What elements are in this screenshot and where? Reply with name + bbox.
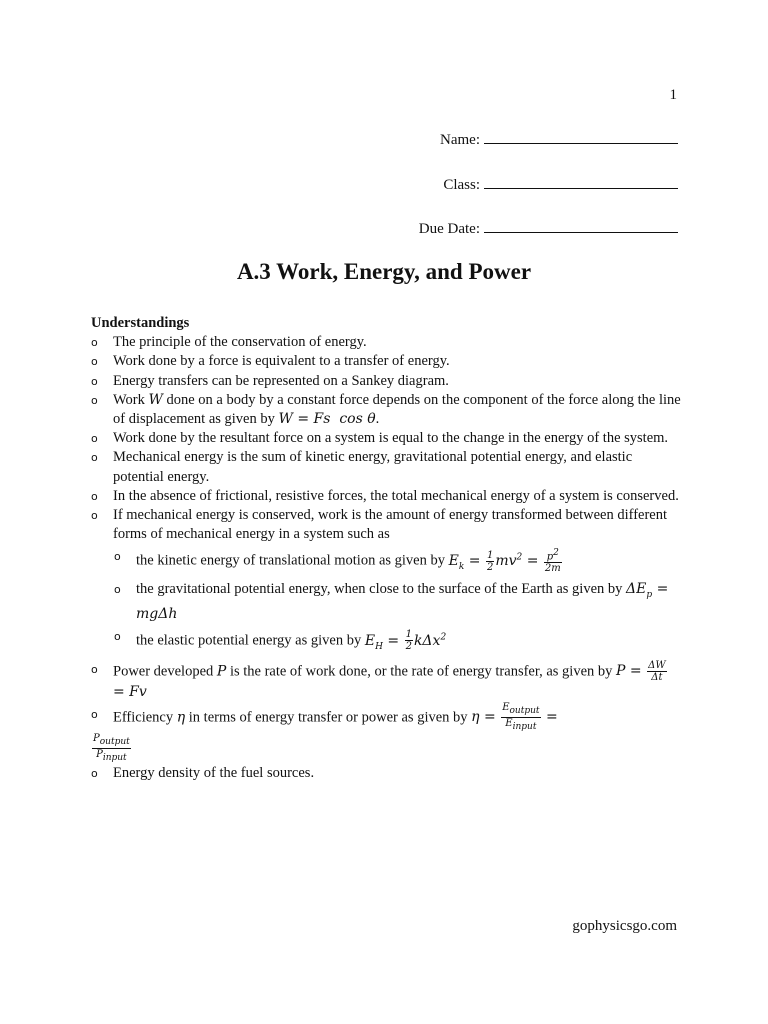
bullet-icon: o — [91, 766, 98, 780]
list-item — [91, 429, 681, 448]
item-text: is the rate of work done, or the rate of energy transfer, as given by — [229, 663, 613, 680]
bullet-icon: o — [91, 336, 98, 350]
bullet-icon: o — [114, 582, 121, 596]
bullet-icon: o — [91, 509, 98, 523]
list-item — [91, 352, 681, 371]
sub-list-item — [91, 580, 681, 624]
bullet-icon: o — [91, 451, 98, 465]
bullet-icon: o — [114, 550, 121, 564]
list-item — [91, 702, 681, 733]
section-heading: Understandings — [91, 315, 190, 331]
item-text: Power developed — [113, 663, 214, 680]
item-text: The principle of the conservation of energy. — [113, 334, 367, 351]
sub-list — [113, 544, 681, 659]
bullet-icon: o — [91, 374, 98, 388]
math-kinetic-formula: $E_k$ = $\frac{1}{2}$ $mv^2$ = $\frac{p^2}{2m}$ — [448, 547, 561, 575]
math-efficiency-formula: η = $\frac{E_{output}}{E_{input}}$ = — [471, 701, 558, 732]
sub-list-item — [91, 544, 681, 579]
understandings-section — [91, 314, 681, 783]
list-item: o Work W done on a body by a constant force depends on the component of the force along the line of displacement as given by W = Fs cos θ. — [91, 391, 681, 428]
due-date-blank-line — [484, 218, 678, 233]
math-gravitational-formula: $\Delta E_p = mg\Delta h$ — [136, 580, 669, 622]
due-date-field — [419, 218, 678, 238]
understandings-list — [91, 333, 681, 783]
item-text: the elastic potential energy as given by — [136, 632, 362, 649]
item-text: in terms of energy transfer or power as given by — [188, 709, 468, 726]
item-text: done on a body by a constant force depends on the component of the force along the line of displacement as given by — [113, 391, 681, 428]
math-work: W — [148, 391, 163, 408]
list-item — [91, 660, 681, 702]
list-item — [91, 372, 681, 391]
name-label: Name: — [440, 132, 480, 148]
sub-list-item — [91, 624, 681, 659]
list-item — [91, 506, 681, 660]
efficiency-formula-continued: $\frac{P_{output}}{P_{input}}$ — [93, 732, 130, 763]
math-power-formula: P = $\frac{\Delta W}{\Delta t}$ = Fv — [113, 659, 666, 700]
page-title: A.3 Work, Energy, and Power — [236, 259, 532, 284]
bullet-icon: o — [91, 489, 98, 503]
item-text: Mechanical energy is the sum of kinetic energy, gravitational potential energy, and elastic potential energy. — [113, 449, 633, 485]
math-efficiency: η — [176, 709, 186, 726]
list-item — [91, 487, 681, 506]
bullet-icon: o — [91, 393, 98, 407]
list-item — [91, 764, 681, 783]
bullet-icon: o — [91, 662, 98, 676]
list-item — [91, 333, 681, 352]
item-text: Energy density of the fuel sources. — [113, 764, 315, 781]
item-text: Work — [113, 391, 145, 408]
math-elastic-formula: $E_H$ = $\frac{1}{2}$ kΔx$^2$ — [364, 629, 447, 653]
item-text: Work done by a force is equivalent to a transfer of energy. — [113, 353, 450, 370]
name-blank-line — [484, 129, 678, 144]
class-label: Class: — [443, 177, 480, 193]
bullet-icon: o — [114, 630, 121, 644]
math-work-formula: W = Fs cos θ — [278, 411, 376, 428]
item-text: the kinetic energy of translational motion as given by — [136, 553, 445, 570]
item-text: Efficiency — [113, 709, 174, 726]
bullet-icon: o — [91, 355, 98, 369]
due-date-label: Due Date: — [418, 221, 480, 237]
list-item — [91, 448, 681, 486]
item-text: Work done by the resultant force on a system is equal to the change in the energy of the system. — [113, 430, 669, 447]
name-field — [440, 129, 678, 149]
item-text: Energy transfers can be represented on a Sankey diagram. — [113, 372, 449, 389]
math-power: P — [216, 663, 227, 680]
bullet-icon: o — [91, 432, 98, 446]
class-field — [443, 174, 678, 194]
item-text: If mechanical energy is conserved, work is the amount of energy transformed between different forms of mechanical energy in a system such as — [113, 507, 668, 543]
class-blank-line — [484, 174, 678, 189]
page-number: 1 — [669, 87, 677, 103]
footer-website: gophysicsgo.com — [572, 918, 677, 934]
item-text: the gravitational potential energy, when close to the surface of the Earth as given by — [136, 580, 623, 597]
bullet-icon: o — [91, 707, 98, 721]
item-text: In the absence of frictional, resistive forces, the total mechanical energy of a system is conserved. — [113, 487, 679, 504]
